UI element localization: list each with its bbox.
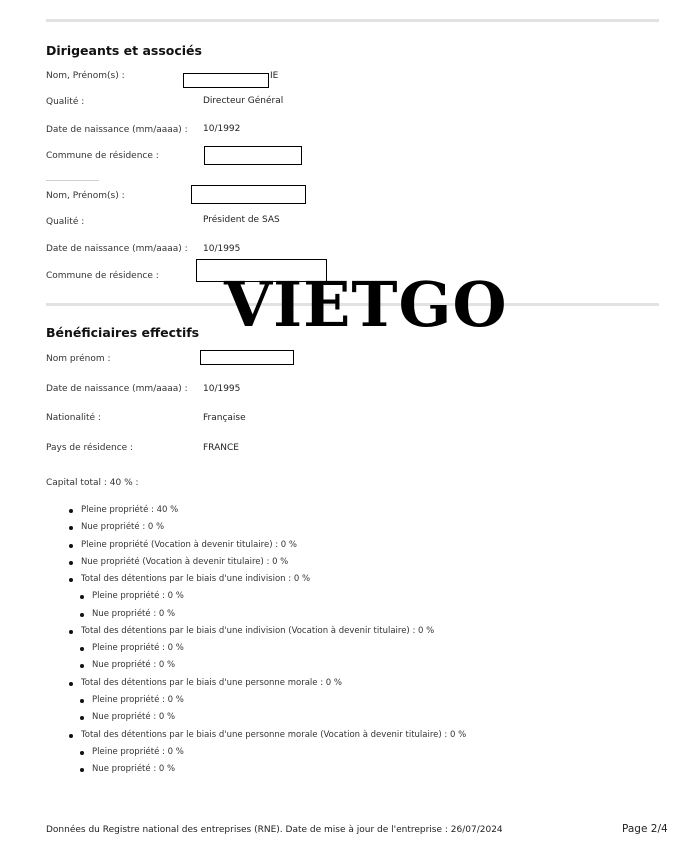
- list-subitem: Nue propriété : 0 %: [92, 764, 176, 774]
- person1-commune-label: Commune de résidence :: [46, 151, 159, 161]
- beneficiary-name-redaction: [200, 350, 294, 365]
- person1-birth-label: Date de naissance (mm/aaaa) :: [46, 125, 188, 135]
- list-item: Nue propriété : 0 %: [81, 522, 165, 532]
- page-number: Page 2/4: [622, 823, 668, 835]
- list-item: Total des détentions par le biais d'une personne morale (Vocation à devenir titulaire) : 0 %: [81, 730, 467, 740]
- list-item: Total des détentions par le biais d'une indivision : 0 %: [81, 574, 311, 584]
- beneficiary-nationality-label: Nationalité :: [46, 413, 101, 423]
- list-item: Nue propriété (Vocation à devenir titulaire) : 0 %: [81, 557, 289, 567]
- person1-name-tail: IE: [270, 71, 279, 81]
- person2-birth-label: Date de naissance (mm/aaaa) :: [46, 244, 188, 254]
- list-item: Pleine propriété : 40 %: [81, 505, 179, 515]
- person1-commune-redaction: [204, 146, 302, 165]
- beneficiary-name-label: Nom prénom :: [46, 354, 111, 364]
- top-divider: [46, 19, 659, 22]
- beneficiary-birth-label: Date de naissance (mm/aaaa) :: [46, 384, 188, 394]
- list-subitem: Pleine propriété : 0 %: [92, 747, 184, 757]
- person-separator: [46, 180, 99, 181]
- beneficiary-birth-value: 10/1995: [203, 384, 241, 394]
- person1-quality-label: Qualité :: [46, 97, 85, 107]
- list-subitem: Pleine propriété : 0 %: [92, 695, 184, 705]
- list-item: Total des détentions par le biais d'une personne morale : 0 %: [81, 678, 342, 688]
- section-title-dirigeants: Dirigeants et associés: [46, 43, 202, 58]
- list-subitem: Nue propriété : 0 %: [92, 712, 176, 722]
- beneficiary-nationality-value: Française: [203, 413, 246, 423]
- person1-name-label: Nom, Prénom(s) :: [46, 71, 125, 81]
- list-subitem: Pleine propriété : 0 %: [92, 643, 184, 653]
- list-item: Total des détentions par le biais d'une indivision (Vocation à devenir titulaire) : 0 %: [81, 626, 435, 636]
- person2-name-redaction: [191, 185, 306, 204]
- section-title-beneficiaires: Bénéficiaires effectifs: [46, 325, 200, 340]
- list-subitem: Pleine propriété : 0 %: [92, 591, 184, 601]
- person1-quality-value: Directeur Général: [203, 96, 284, 106]
- list-item: Pleine propriété (Vocation à devenir titulaire) : 0 %: [81, 540, 297, 550]
- person2-commune-label: Commune de résidence :: [46, 271, 159, 281]
- list-subitem: Nue propriété : 0 %: [92, 660, 176, 670]
- beneficiary-residence-value: FRANCE: [203, 443, 239, 453]
- person2-birth-value: 10/1995: [203, 244, 241, 254]
- person1-birth-value: 10/1992: [203, 124, 241, 134]
- person2-name-label: Nom, Prénom(s) :: [46, 191, 125, 201]
- footer-source: Données du Registre national des entreprises (RNE). Date de mise à jour de l'entreprise : 26/07/2024: [46, 825, 503, 835]
- person1-name-redaction: [183, 73, 269, 88]
- person2-quality-value: Président de SAS: [203, 215, 280, 225]
- person2-quality-label: Qualité :: [46, 217, 85, 227]
- beneficiary-residence-label: Pays de résidence :: [46, 443, 134, 453]
- watermark-logo: VIETGO: [224, 268, 508, 341]
- list-subitem: Nue propriété : 0 %: [92, 609, 176, 619]
- capital-total: Capital total : 40 % :: [46, 478, 139, 488]
